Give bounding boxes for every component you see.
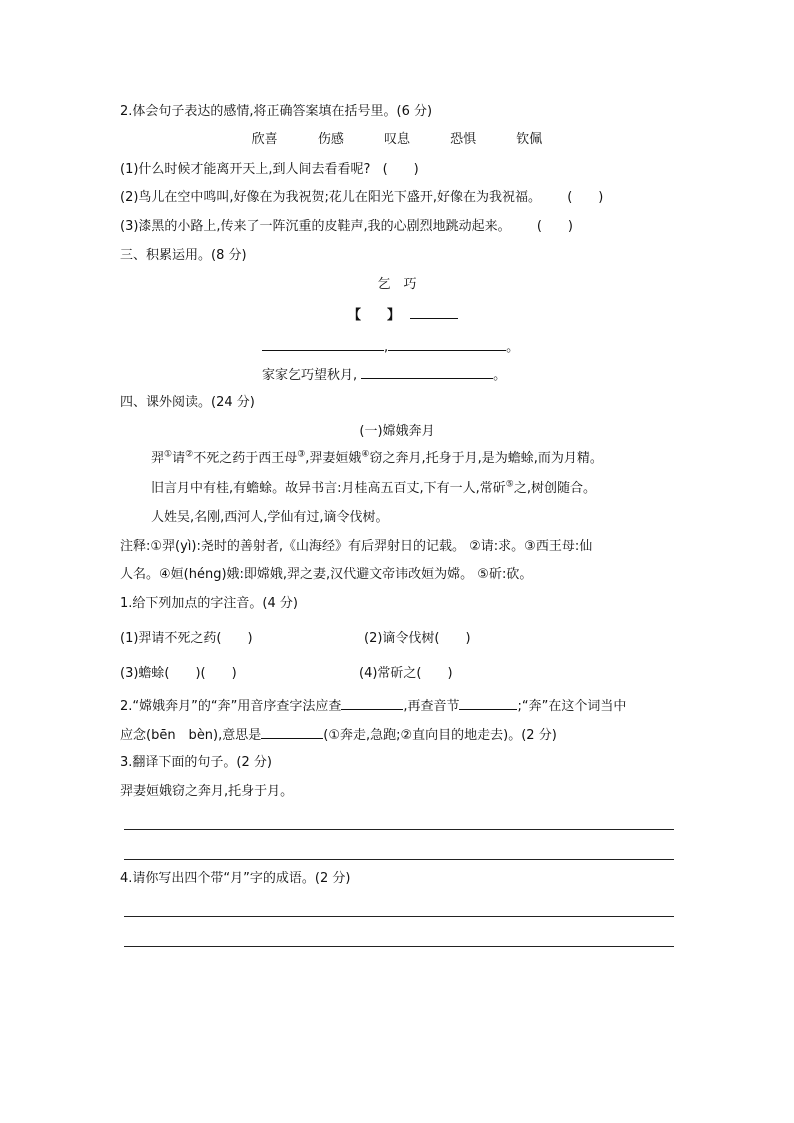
q4-1-item-3[interactable]: (3)蟾蜍( )( ) [120, 666, 237, 681]
answer-paren-3[interactable]: ( ) [536, 219, 573, 234]
passage-line-2: 旧言月中有桂,有蟾蜍。故异书言:月桂高五百丈,下有一人,常斫⑤之,树创随合。 [151, 479, 596, 496]
poem-blank-2[interactable] [388, 338, 506, 351]
poem-author-line [348, 306, 458, 324]
poem-blank-3[interactable] [361, 366, 493, 379]
author-bracket: 【 】 [348, 308, 401, 323]
answer-paren-2[interactable]: ( ) [567, 190, 604, 205]
option-4: 恐惧 [450, 132, 477, 147]
q4-2-line-2: 应念(bēn bèn),意思是 (①奔走,急跑;②直向目的地走去)。(2 分) [120, 728, 557, 743]
q2-sentence-2: (2)鸟儿在空中鸣叫,好像在为我祝贺;花儿在阳光下盛开,好像在为我祝福。 ( ) [120, 190, 604, 205]
q4-2-line-1: 2.“嫦娥奔月”的“奔”用音序查字法应查 ,再查音节 ;“奔”在这个词当中 [120, 699, 627, 714]
passage-line-1: 羿①请②不死之药于西王母③,羿妻姮娥④窃之奔月,托身于月,是为蟾蜍,而为月精。 [151, 449, 603, 466]
q4-1-item-1[interactable]: (1)羿请不死之药( ) [120, 631, 253, 646]
answer-paren-1[interactable]: ( ) [382, 162, 419, 177]
q4-2-blank-2[interactable] [459, 697, 517, 710]
q4-1-item-2[interactable]: (2)谪令伐树( ) [364, 631, 471, 646]
q2-sentence-1: (1)什么时候才能离开天上,到人间去看看呢? ( ) [120, 162, 419, 177]
notes-line-2: 人名。④姮(héng)娥:即嫦娥,羿之妻,汉代避文帝讳改姮为嫦。 ⑤斫:砍。 [120, 567, 533, 582]
answer-line[interactable] [124, 946, 674, 947]
answer-line[interactable] [124, 859, 674, 860]
q4-3-title: 3.翻译下面的句子。(2 分) [120, 755, 272, 770]
option-1: 欣喜 [251, 132, 278, 147]
notes-line-1: 注释:①羿(yì):尧时的善射者,《山海经》有后羿射日的记载。 ②请:求。③西王母:仙 [120, 539, 593, 554]
poem-line-3: , 。 [262, 338, 519, 356]
option-2: 伤感 [317, 132, 344, 147]
section-4-heading: 四、课外阅读。(24 分) [120, 395, 255, 410]
passage-title: (一)嫦娥奔月 [359, 424, 435, 439]
answer-line[interactable] [124, 829, 674, 830]
q4-1-item-4[interactable]: (4)常斫之( ) [359, 666, 453, 681]
q2-title: 2.体会句子表达的感情,将正确答案填在括号里。(6 分) [120, 104, 433, 119]
q4-4-title: 4.请你写出四个带“月”字的成语。(2 分) [120, 871, 351, 886]
q4-3-sentence: 羿妻姮娥窃之奔月,托身于月。 [120, 784, 294, 799]
section-3-heading: 三、积累运用。(8 分) [120, 248, 247, 263]
passage-line-3: 人姓吴,名刚,西河人,学仙有过,谪令伐树。 [151, 510, 389, 525]
option-5: 钦佩 [516, 132, 543, 147]
poem-blank-1[interactable] [262, 338, 384, 351]
author-blank[interactable] [410, 306, 458, 319]
answer-line[interactable] [124, 916, 674, 917]
q4-1-title: 1.给下列加点的字注音。(4 分) [120, 596, 298, 611]
q4-2-blank-3[interactable] [261, 726, 323, 739]
option-3: 叹息 [383, 132, 410, 147]
q4-2-blank-1[interactable] [341, 697, 403, 710]
poem-title: 乞 巧 [377, 277, 417, 292]
poem-line-4: 家家乞巧望秋月, 。 [262, 368, 507, 383]
q2-sentence-3: (3)漆黑的小路上,传来了一阵沉重的皮鞋声,我的心剧烈地跳动起来。 ( ) [120, 219, 573, 234]
q2-options [0, 132, 794, 148]
